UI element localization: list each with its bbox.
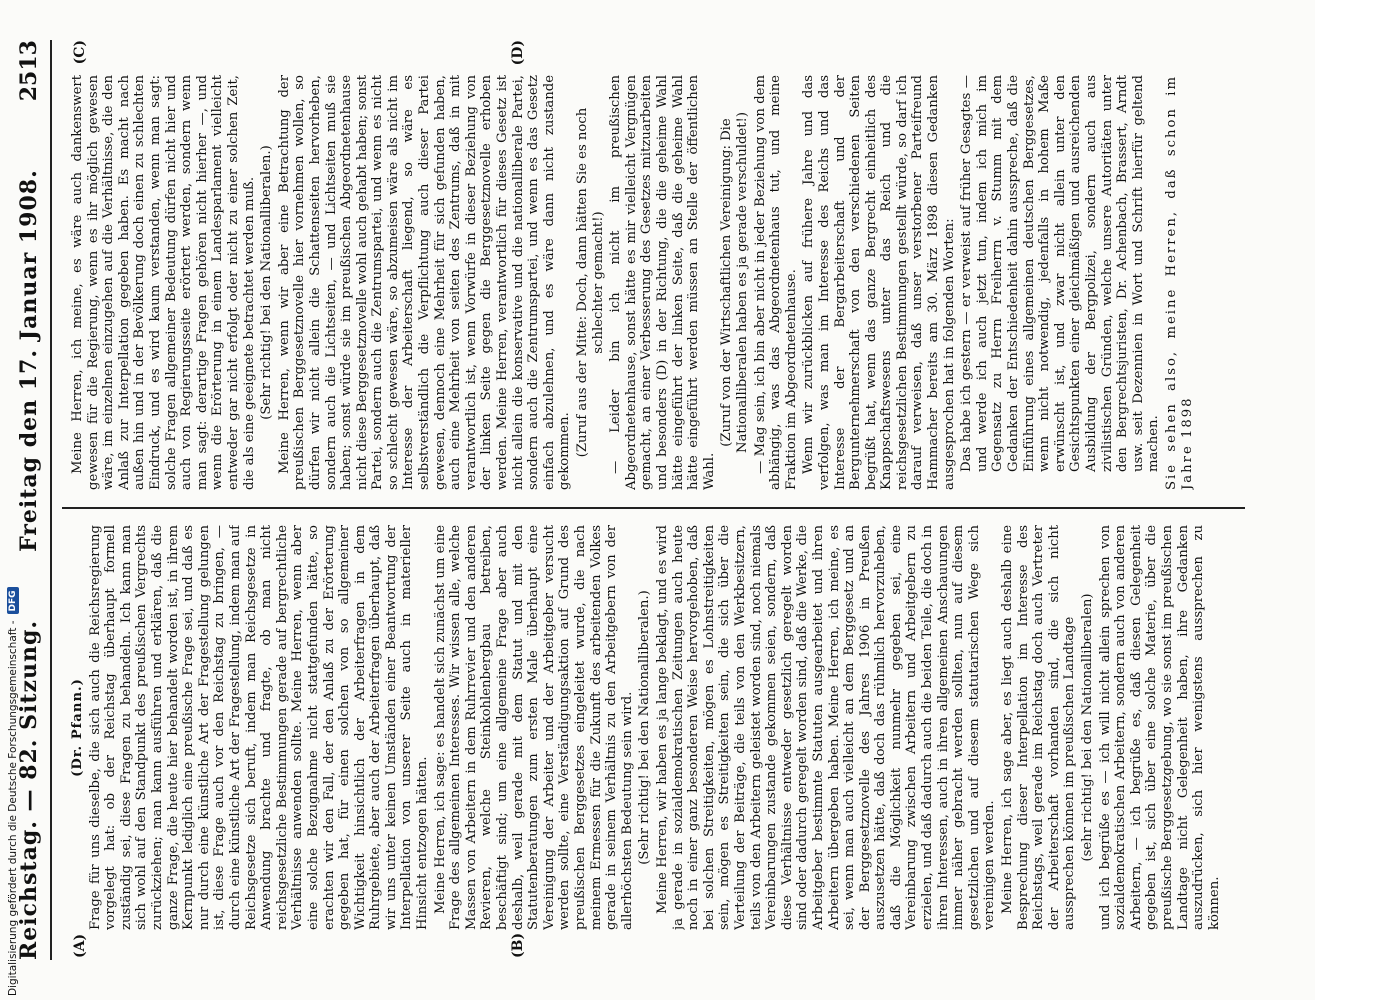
- quotation: Das habe ich gestern — er verweist auf früher Gesagtes — und werde ich auch jetzt tun, indem ich mich im Gegensatz zu Herrn Freiherrn v. Stumm mit dem Gedanken der Entschiedenheit dahin ausspreche, daß die Einführung eines allgemeinen deutschen Berggesetzes, wenn nicht notwendig, jedenfalls in hohem Maße erwünscht ist, und zwar nicht allein unter den Gesichtspunkten einer gleichmäßigen und ausreichenden Ausbildung der Bergpolizei, sondern auch aus zivilistischen Gründen, welche unsere Autoritäten unter den Bergrechtsjuristen, Dr. Achenbach, Brassert, Arndt usw. seit Dezennien in Wort und Schrift hierfür geltend machen.: [959, 75, 1162, 472]
- column-divider: [62, 507, 1245, 509]
- paragraph: Frage für uns dieselbe, die sich auch die Reichsregierung vorgelegt hat: ob der Reichstag überhaupt formell zuständig sei, diese Fragen zu behandeln. Ich kann man sich wohl auf den Standpunkt des preußischen Vergrechts zurückziehen; man kann ausführen und erklären, daß die ganze Frage, die heute hier behandelt worden ist, in ihrem Kernpunkt lediglich eine preußische Frage sei, und daß es nur durch eine künstliche Art der Fragestellung gelungen ist, diese Frage auch vor den Reichstag zu bringen, — durch eine künstliche Art der Fragestellung, indem man auf Reichsgesetze sich beruft, indem man Reichsgesetze in Anwendung brachte und fragte, ob man nicht reichsgesetzliche Bestimmungen gerade auf bergrechtliche Verhältnisse anwenden sollte. Meine Herren, wenn aber eine solche Bezugnahme nicht stattgefunden hätte, so erachten wir den Fall, der den Anlaß zu der Erörterung gegeben hat, für einen solchen von so allgemeiner Wichtigkeit hinsichtlich der Arbeiterfragen in dem Ruhrgebiete, aber auch der Arbeiterfragen überhaupt, daß wir uns unter keinen Umständen einer Beantwortung der Interpellation von unserer Seite auch in materieller Hinsicht entzogen hätten.: [87, 525, 431, 930]
- credit-text: Digitalisierung gefördert durch die Deutsche Forschungsgemeinschaft -: [7, 620, 19, 996]
- speaker-label: (Dr. Pfann.): [70, 678, 85, 777]
- paragraph: — Leider bin ich nicht im preußischen Abgeordnetenhause, sonst hätte es mir vielleicht Vergnügen gemacht, an einer Verbesserung des Gesetzes mitzuarbeiten und besonders (D) in der Richtung, die die geheime Wahl hätte eingeführt der linken Seite, daß die geheime Wahl hätte eingeführt werden müssen an Stelle der öffentlichen Wahl.: [608, 75, 717, 490]
- paragraph: Meine Herren, ich meine, es wäre auch dankenswert gewesen für die Regierung, wenn es ihr möglich gewesen wäre, im einzelnen einzugehen auf die Verhältnisse, die den Anlaß zur Interpellation gegeben haben. Es macht nach außen hin und in der Bevölkerung doch einen zu schlechten Eindruck, und es wird kaum verstanden, wenn man sagt: solche Fragen allgemeiner Bedeutung dürfen nicht hier und auch von Regierungsseite erörtert werden, sondern wenn man sagt: derartige Fragen gehören nicht hierher —, und wenn die Erörterung in einem Landesparlament vielleicht entweder gar nicht erfolgt oder nicht zu einer solchen Zeit, die als eine geeignete betrachtet werden muß.: [70, 75, 257, 490]
- credit-line: [2, 0, 24, 996]
- right-column: [70, 75, 1235, 490]
- paragraph: Meine Herren, wenn wir aber eine Betrachtung der preußischen Berggesetznovelle hier vornehmen wollen, so dürfen wir nicht allein die Schattenseiten hervorheben, sondern auch die Lichtseiten, — und Lichtseiten muß sie haben; sonst würde sie im preußischen Abgeordnetenhause nicht diese Berggesetznovelle wohl auch gehabt haben; sonst Partei, sondern auch die Zentrumspartei, und wenn es nicht so schlecht gewesen wäre, so abzumeisen wäre als nicht im Interesse der Arbeiterschaft liegend, so wäre es selbstverständlich die Verpflichtung auch dieser Partei gewesen, dennoch eine Mehrheit für sich gefunden haben, auch eine Mehrheit von seiten des Zentrums, daß in mit verantwortlich ist, wenn Vorwürfe in dieser Beziehung von der linken Seite gegen die Berggesetznovelle erhoben werden. Meine Herren, verantwortlich für dieses Gesetz ist nicht allein die konservative und die nationalliberale Partei, sondern auch die Zentrumspartei, und wenn es das Gesetz einfach abzulehnen, und es wäre dann nicht zustande gekommen.: [276, 75, 573, 490]
- dfg-logo-icon: DFG: [7, 587, 19, 614]
- paragraph: Meine Herren, ich sage aber, es liegt auch deshalb eine Besprechung dieser Interpellation im Interesse des Reichstags, weil gerade im Reichstag doch auch Vertreter der Arbeiterschaft vorhanden sind, die sich nicht aussprechen können im preußischen Landtage: [1000, 525, 1078, 930]
- paragraph: — Mag sein, ich bin aber nicht in jeder Beziehung von dem abhängig, was das Abgeordnetenhaus tut, und meine Fraktion im Abgeordnetenhause.: [752, 75, 799, 490]
- paragraph: Sie sehen also, meine Herren, daß schon im Jahre 1898: [1163, 75, 1195, 490]
- interjection: (Sehr richtig! bei den Nationalliberalen.): [259, 145, 275, 420]
- paragraph: und ich begrüße es — ich will nicht allein sprechen von sozialdemokratischen Arbeitern, sondern auch von anderen Arbeitern, — ich begrüße es, daß diesen Gelegenheit gegeben ist, sich über eine solche Materie, über die preußische Berggesetzgebung, wo sie sonst im preußischen Landtage nicht Gelegenheit haben, ihre Gedanken auszudrücken, sich hier wenigstens aussprechen zu können.: [1097, 525, 1222, 930]
- interjection: (Zuruf aus der Mitte: Doch, dann hätten Sie es noch schlechter gemacht!): [575, 107, 606, 458]
- paragraph: Meine Herren, wir haben es ja lange beklagt, und es wird ja gerade in sozialdemokratischen Zeitungen auch heute noch in einer ganz besonderen Weise hervorgehoben, daß bei solchen Streitigkeiten, mögen es Lohnstreitigkeiten sein, mögen es Streitigkeiten sein, die sich über die Verteilung der Beiträge, die teils von den Werkbesitzern, teils von den Arbeitern geleistet worden sind, noch niemals Vereinbarungen zustande gekommen seien, sondern, daß diese Verhältnisse entweder gesetzlich geregelt worden sind oder dadurch geregelt worden sind, daß die Werke, die Arbeitgeber bestimmte Statuten ausgearbeitet und ihren Arbeitern übergeben haben. Meine Herren, ich meine, es sei, wenn man auch vielleicht an dem Berggesetz und an der Berggesetznovelle des Jahres 1906 in Preußen auszusetzen hätte, daß doch das rühmlich hervorzuheben, daß die Möglichkeit nunmehr gegeben sei, eine Vereinbarung zwischen Arbeitern und Arbeitgebern zu erzielen, und daß dadurch auch die beiden Teile, die doch in ihren Interessen, auch in ihren allgemeinen Anschauungen immer näher gebracht werden sollten, nun auf diesem gesetzlichen und auf diesem statutarischen Wege sich vereinigen werden.: [654, 525, 998, 930]
- page-number: 2513: [16, 40, 42, 102]
- margin-mark-d: (D): [510, 40, 526, 66]
- paragraph: Meine Herren, ich sage: es handelt sich zunächst um eine Frage des allgemeinen Interesses. Wir wissen alle, welche Massen von Arbeitern in dem Ruhrrevier und den anderen Revieren, welche Steinkohlenbergbau betreiben, beschäftigt sind; um eine allgemeine Frage aber auch deshalb, weil gerade mit dem Statut und mit den Statutenberatungen zum ersten Male überhaupt eine Vereinigung der Arbeiter und der Arbeitgeber versucht werden sollte, eine Verständigungsaktion auf Grund des preußischen Berggesetzes eingeleitet wurde, die nach meinem Ermessen für die Zukunft des arbeitenden Volkes gerade in seinem Verhältnis zu den Arbeitgebern von der allerhöchsten Bedeutung sein wird.: [432, 525, 635, 930]
- header-date: Freitag den 17. Januar 1908.: [16, 169, 42, 552]
- left-column: [70, 525, 1235, 930]
- interjection: (sehr richtig! bei den Nationalliberalen): [1080, 593, 1095, 862]
- interjection: (Zuruf von der Wirtschaftlichen Vereinigung: Die Nationalliberalen haben es ja gerade verschuldet!): [719, 112, 750, 453]
- digitization-credit: [0, 0, 22, 1000]
- margin-mark-a: (A): [72, 933, 88, 958]
- margin-mark-b: (B): [510, 932, 526, 958]
- paragraph: Wenn wir zurückblicken auf frühere Jahre und das verfolgen, was man im Interesse des Reichs und das Interesse der Bergarbeiterschaft und der Bergunternehmerschaft von den verschiedenen Seiten begrüßt hat, wenn das ganze Bergrecht einheitlich des Knappschaftswesens unter das Reich und die reichsgesetzlichen Bestimmungen gestellt würde, so darf ich darauf verweisen, daß unser verstorbener Parteifreund Hammacher bereits am 30. März 1898 diesen Gedanken ausgesprochen hat in folgenden Worten:: [801, 75, 957, 490]
- header-title: Reichstag. — 82. Sitzung.: [16, 619, 42, 960]
- interjection: (Sehr richtig! bei den Nationalliberalen.): [637, 590, 653, 865]
- margin-mark-c: (C): [72, 40, 88, 65]
